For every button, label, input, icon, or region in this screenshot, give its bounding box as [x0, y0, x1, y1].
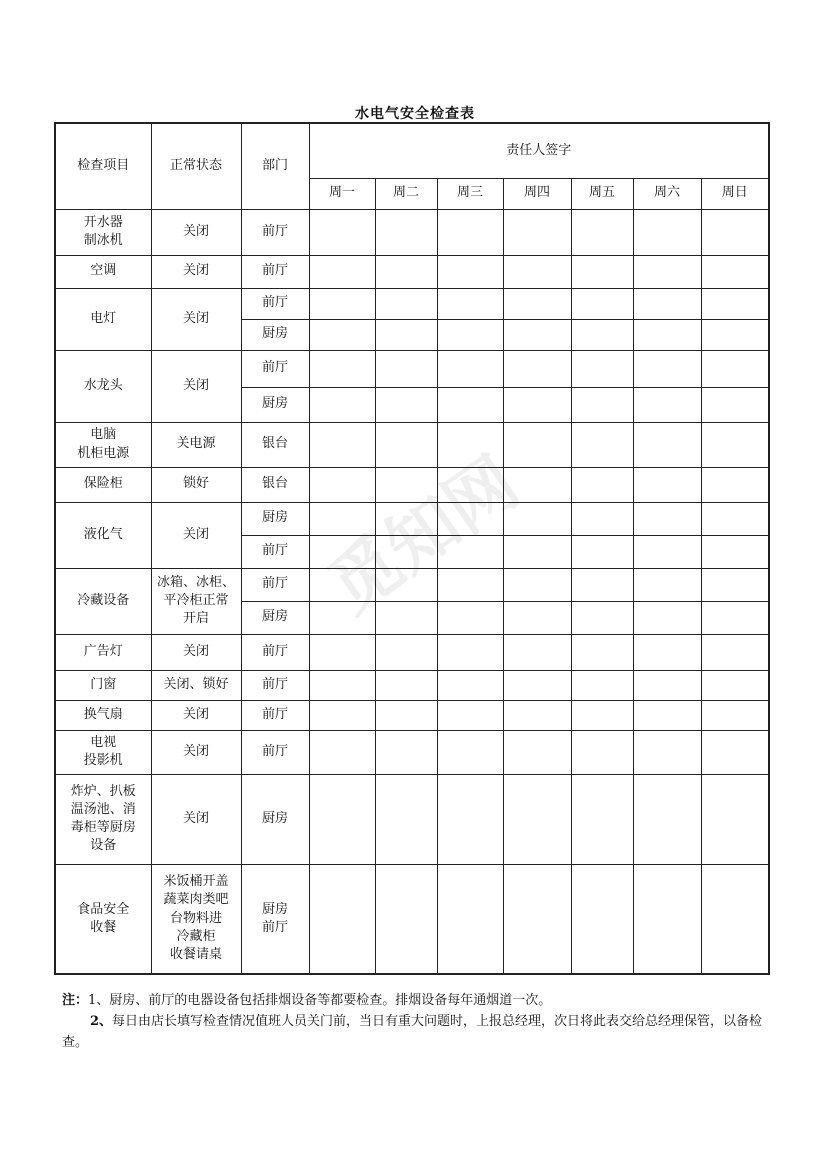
- signature-cell[interactable]: [633, 700, 701, 730]
- signature-cell[interactable]: [437, 502, 503, 535]
- signature-cell[interactable]: [437, 255, 503, 288]
- signature-cell[interactable]: [437, 634, 503, 670]
- signature-cell[interactable]: [701, 700, 769, 730]
- notes: [62, 990, 772, 1053]
- signature-cell[interactable]: [701, 634, 769, 670]
- table-row: [55, 350, 769, 387]
- signature-cell[interactable]: [571, 568, 633, 601]
- signature-cell[interactable]: [309, 568, 375, 601]
- signature-cell[interactable]: [633, 288, 701, 319]
- signature-cell[interactable]: [437, 774, 503, 864]
- signature-cell[interactable]: [633, 502, 701, 535]
- signature-cell[interactable]: [375, 670, 437, 700]
- item-cell: 炸炉、扒板 温汤池、消 毒柜等厨房 设备: [55, 774, 151, 864]
- signature-cell[interactable]: [375, 209, 437, 255]
- signature-cell[interactable]: [503, 700, 571, 730]
- table-row: [55, 730, 769, 774]
- signature-cell[interactable]: [309, 670, 375, 700]
- header-day: 周一: [309, 178, 375, 209]
- table-row: [55, 502, 769, 535]
- signature-cell[interactable]: [571, 467, 633, 502]
- signature-cell[interactable]: [633, 670, 701, 700]
- signature-cell[interactable]: [437, 864, 503, 974]
- signature-cell[interactable]: [701, 467, 769, 502]
- signature-cell[interactable]: [309, 467, 375, 502]
- table-body: [55, 209, 769, 974]
- table-row: [55, 634, 769, 670]
- table-row: [55, 255, 769, 288]
- signature-cell[interactable]: [571, 634, 633, 670]
- item-cell: 电灯: [55, 288, 151, 350]
- signature-cell[interactable]: [633, 467, 701, 502]
- signature-cell[interactable]: [309, 502, 375, 535]
- item-cell: 门窗: [55, 670, 151, 700]
- header-item: 检查项目: [55, 123, 151, 209]
- signature-cell[interactable]: [571, 864, 633, 974]
- table-row: [55, 568, 769, 601]
- signature-cell[interactable]: [571, 422, 633, 467]
- status-cell: 锁好: [151, 467, 241, 502]
- signature-cell[interactable]: [437, 730, 503, 774]
- item-cell: 换气扇: [55, 700, 151, 730]
- signature-cell[interactable]: [503, 387, 571, 422]
- table-row: [55, 288, 769, 319]
- header-sign: 责任人签字: [309, 123, 769, 178]
- status-cell: 关闭: [151, 350, 241, 422]
- note-label: 注：: [62, 993, 89, 1008]
- signature-cell[interactable]: [309, 730, 375, 774]
- dept-cell: 前厅: [241, 255, 309, 288]
- signature-cell[interactable]: [375, 255, 437, 288]
- signature-cell[interactable]: [503, 288, 571, 319]
- signature-cell[interactable]: [309, 422, 375, 467]
- dept-cell: 前厅: [241, 288, 309, 319]
- signature-cell[interactable]: [701, 601, 769, 634]
- signature-cell[interactable]: [309, 319, 375, 350]
- header-day: 周六: [633, 178, 701, 209]
- signature-cell[interactable]: [503, 634, 571, 670]
- signature-cell[interactable]: [701, 209, 769, 255]
- signature-cell[interactable]: [633, 730, 701, 774]
- signature-cell[interactable]: [571, 350, 633, 387]
- signature-cell[interactable]: [375, 601, 437, 634]
- signature-cell[interactable]: [437, 387, 503, 422]
- dept-cell: 前厅: [241, 350, 309, 387]
- signature-cell[interactable]: [701, 568, 769, 601]
- signature-cell[interactable]: [437, 319, 503, 350]
- item-cell: 电视 投影机: [55, 730, 151, 774]
- signature-cell[interactable]: [633, 535, 701, 568]
- signature-cell[interactable]: [503, 568, 571, 601]
- signature-cell[interactable]: [309, 288, 375, 319]
- signature-cell[interactable]: [437, 568, 503, 601]
- dept-cell: 银台: [241, 422, 309, 467]
- item-cell: 水龙头: [55, 350, 151, 422]
- dept-cell: 厨房: [241, 774, 309, 864]
- header-dept: 部门: [241, 123, 309, 209]
- signature-cell[interactable]: [701, 288, 769, 319]
- signature-cell[interactable]: [571, 730, 633, 774]
- status-cell: 米饭桶开盖 蔬菜肉类吧 台物料进 冷藏柜 收餐请桌: [151, 864, 241, 974]
- signature-cell[interactable]: [375, 700, 437, 730]
- dept-cell: 前厅: [241, 568, 309, 601]
- header-status: 正常状态: [151, 123, 241, 209]
- signature-cell[interactable]: [309, 601, 375, 634]
- signature-cell[interactable]: [503, 255, 571, 288]
- status-cell: 关闭: [151, 700, 241, 730]
- item-cell: 冷藏设备: [55, 568, 151, 634]
- signature-cell[interactable]: [633, 350, 701, 387]
- signature-cell[interactable]: [375, 319, 437, 350]
- page-title: 水电气安全检查表: [355, 106, 475, 122]
- signature-cell[interactable]: [571, 255, 633, 288]
- signature-cell[interactable]: [437, 670, 503, 700]
- table-row: [55, 774, 769, 864]
- signature-cell[interactable]: [571, 601, 633, 634]
- note-2: [62, 1011, 772, 1053]
- status-cell: 关闭: [151, 634, 241, 670]
- signature-cell[interactable]: [503, 209, 571, 255]
- signature-cell[interactable]: [633, 601, 701, 634]
- dept-cell: 银台: [241, 467, 309, 502]
- dept-cell: 前厅: [241, 730, 309, 774]
- signature-cell[interactable]: [437, 209, 503, 255]
- signature-cell[interactable]: [571, 387, 633, 422]
- signature-cell[interactable]: [437, 535, 503, 568]
- item-cell: 开水器 制冰机: [55, 209, 151, 255]
- signature-cell[interactable]: [437, 350, 503, 387]
- header-day: 周四: [503, 178, 571, 209]
- signature-cell[interactable]: [701, 864, 769, 974]
- dept-cell: 厨房: [241, 502, 309, 535]
- signature-cell[interactable]: [375, 634, 437, 670]
- dept-cell: 前厅: [241, 634, 309, 670]
- signature-cell[interactable]: [503, 730, 571, 774]
- item-cell: 保险柜: [55, 467, 151, 502]
- dept-cell: 前厅: [241, 670, 309, 700]
- note-1-num: 1、: [88, 993, 110, 1008]
- signature-cell[interactable]: [571, 209, 633, 255]
- signature-cell[interactable]: [503, 502, 571, 535]
- signature-cell[interactable]: [503, 670, 571, 700]
- signature-cell[interactable]: [375, 422, 437, 467]
- signature-cell[interactable]: [375, 535, 437, 568]
- item-cell: 广告灯: [55, 634, 151, 670]
- signature-cell[interactable]: [503, 467, 571, 502]
- signature-cell[interactable]: [633, 319, 701, 350]
- signature-cell[interactable]: [701, 502, 769, 535]
- item-cell: 食品安全 收餐: [55, 864, 151, 974]
- signature-cell[interactable]: [701, 730, 769, 774]
- signature-cell[interactable]: [633, 209, 701, 255]
- signature-cell[interactable]: [503, 422, 571, 467]
- dept-cell: 前厅: [241, 700, 309, 730]
- signature-cell[interactable]: [375, 774, 437, 864]
- signature-cell[interactable]: [437, 601, 503, 634]
- signature-cell[interactable]: [701, 350, 769, 387]
- signature-cell[interactable]: [437, 467, 503, 502]
- signature-cell[interactable]: [375, 502, 437, 535]
- signature-cell[interactable]: [571, 502, 633, 535]
- signature-cell[interactable]: [571, 319, 633, 350]
- signature-cell[interactable]: [571, 670, 633, 700]
- status-cell: 冰箱、冰柜、 平冷柜正常 开启: [151, 568, 241, 634]
- signature-cell[interactable]: [633, 568, 701, 601]
- signature-cell[interactable]: [701, 422, 769, 467]
- status-cell: 关闭: [151, 502, 241, 568]
- signature-cell[interactable]: [375, 568, 437, 601]
- signature-cell[interactable]: [633, 422, 701, 467]
- signature-cell[interactable]: [633, 864, 701, 974]
- table-row: [55, 209, 769, 255]
- header-day: 周五: [571, 178, 633, 209]
- note-2-text: 每日由店长填写检查情况值班人员关门前，当日有重大问题时，上报总经理，次日将此表交给总经理保管，以备检查。: [62, 1014, 763, 1050]
- note-1-text: 厨房、前厅的电器设备包括排烟设备等都要检查。排烟设备每年通烟道一次。: [109, 993, 552, 1008]
- signature-cell[interactable]: [571, 700, 633, 730]
- dept-cell: 厨房: [241, 319, 309, 350]
- signature-cell[interactable]: [375, 387, 437, 422]
- table-row: [55, 422, 769, 467]
- signature-cell[interactable]: [309, 255, 375, 288]
- signature-cell[interactable]: [309, 535, 375, 568]
- signature-cell[interactable]: [571, 288, 633, 319]
- signature-cell[interactable]: [633, 774, 701, 864]
- table-row: [55, 670, 769, 700]
- status-cell: 关闭: [151, 255, 241, 288]
- signature-cell[interactable]: [503, 319, 571, 350]
- signature-cell[interactable]: [571, 774, 633, 864]
- signature-cell[interactable]: [309, 387, 375, 422]
- table-row: [55, 700, 769, 730]
- header-day: 周二: [375, 178, 437, 209]
- signature-cell[interactable]: [633, 255, 701, 288]
- signature-cell[interactable]: [701, 319, 769, 350]
- signature-cell[interactable]: [701, 774, 769, 864]
- signature-cell[interactable]: [309, 634, 375, 670]
- header-day: 周日: [701, 178, 769, 209]
- signature-cell[interactable]: [701, 387, 769, 422]
- signature-cell[interactable]: [375, 288, 437, 319]
- table-row: [55, 467, 769, 502]
- signature-cell[interactable]: [701, 535, 769, 568]
- dept-cell: 厨房 前厅: [241, 864, 309, 974]
- status-cell: 关闭、锁好: [151, 670, 241, 700]
- signature-cell[interactable]: [701, 255, 769, 288]
- dept-cell: 厨房: [241, 387, 309, 422]
- dept-cell: 厨房: [241, 601, 309, 634]
- signature-cell[interactable]: [503, 350, 571, 387]
- table-row: [55, 864, 769, 974]
- note-2-num: 2、: [90, 1014, 113, 1029]
- signature-cell[interactable]: [437, 288, 503, 319]
- dept-cell: 前厅: [241, 209, 309, 255]
- status-cell: 关闭: [151, 730, 241, 774]
- status-cell: 关闭: [151, 288, 241, 350]
- status-cell: 关闭: [151, 774, 241, 864]
- header-day: 周三: [437, 178, 503, 209]
- status-cell: 关电源: [151, 422, 241, 467]
- item-cell: 电脑 机柜电源: [55, 422, 151, 467]
- signature-cell[interactable]: [701, 670, 769, 700]
- item-cell: 空调: [55, 255, 151, 288]
- signature-cell[interactable]: [375, 730, 437, 774]
- signature-cell[interactable]: [633, 387, 701, 422]
- signature-cell[interactable]: [309, 864, 375, 974]
- signature-cell[interactable]: [503, 535, 571, 568]
- signature-cell[interactable]: [309, 350, 375, 387]
- signature-cell[interactable]: [375, 864, 437, 974]
- inspection-table: [54, 122, 770, 975]
- signature-cell[interactable]: [309, 209, 375, 255]
- signature-cell[interactable]: [375, 350, 437, 387]
- item-cell: 液化气: [55, 502, 151, 568]
- signature-cell[interactable]: [309, 700, 375, 730]
- watermark: 觅知网: [313, 440, 533, 629]
- signature-cell[interactable]: [571, 535, 633, 568]
- signature-cell[interactable]: [437, 422, 503, 467]
- signature-cell[interactable]: [503, 601, 571, 634]
- dept-cell: 前厅: [241, 535, 309, 568]
- signature-cell[interactable]: [503, 774, 571, 864]
- status-cell: 关闭: [151, 209, 241, 255]
- signature-cell[interactable]: [503, 864, 571, 974]
- signature-cell[interactable]: [309, 774, 375, 864]
- signature-cell[interactable]: [437, 700, 503, 730]
- note-1: [62, 990, 772, 1011]
- signature-cell[interactable]: [375, 467, 437, 502]
- signature-cell[interactable]: [633, 634, 701, 670]
